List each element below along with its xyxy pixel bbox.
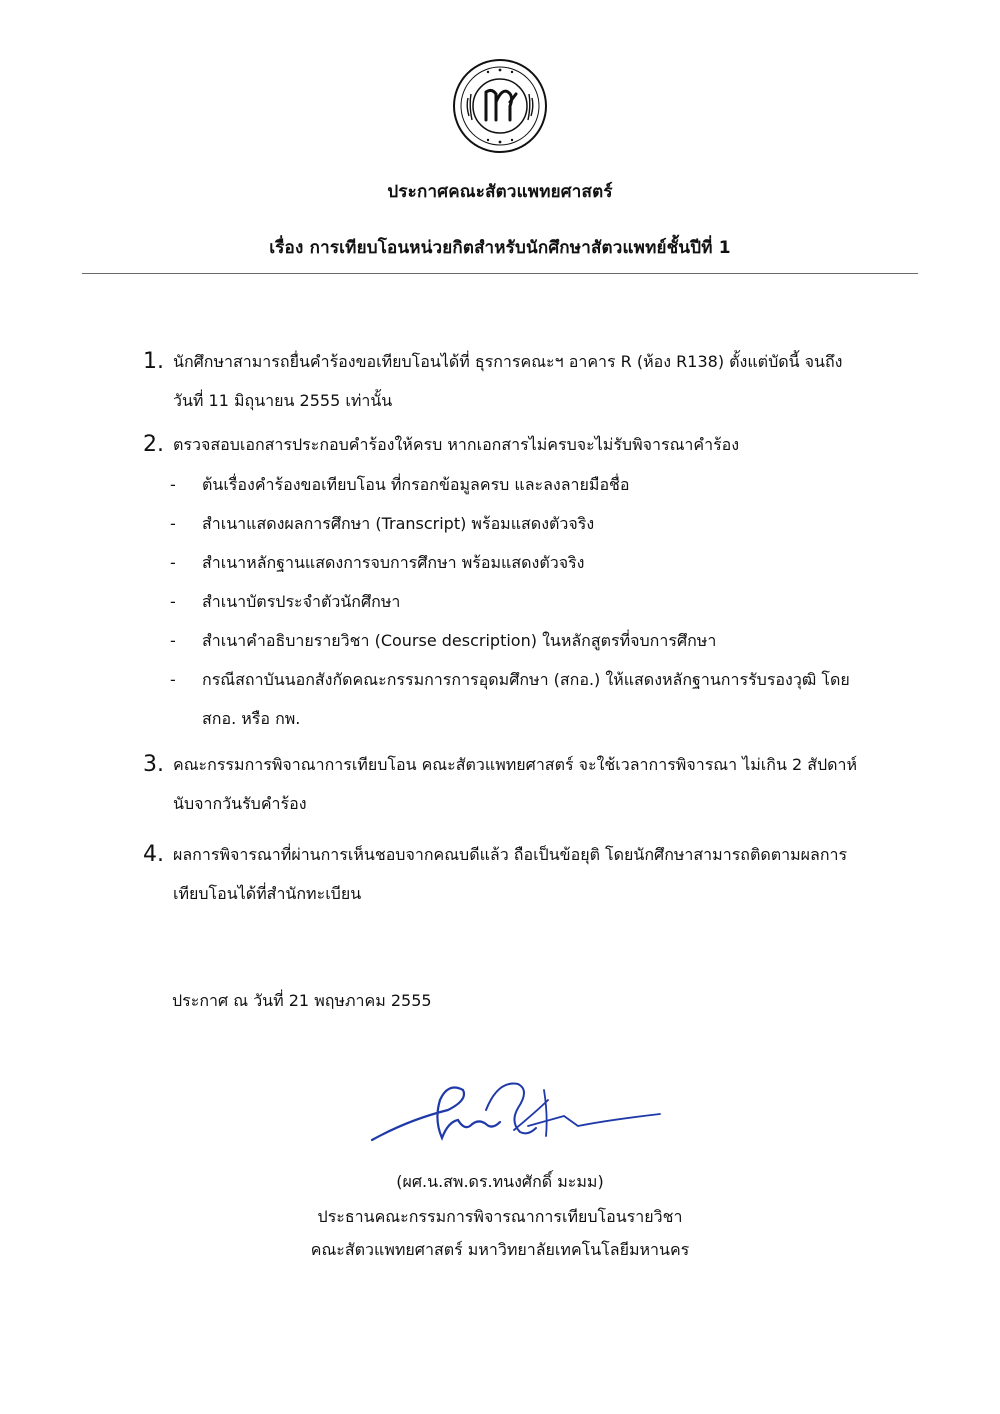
item-text: คณะกรรมการพิจาณาการเทียบโอน คณะสัตวแพทยศาสตร์ จะใช้เวลาการพิจารณา ไม่เกิน 2 สัปดาห์ นับจากวันรับคำร้อง <box>173 755 858 813</box>
item-number: 4. <box>143 842 164 867</box>
bullet-dash: - <box>170 631 176 650</box>
header-divider <box>82 273 918 274</box>
announcement-subject: เรื่อง การเทียบโอนหน่วยกิตสำหรับนักศึกษาสัตวแพทย์ชั้นปีที่ 1 <box>269 238 731 258</box>
signatory-position: ประธานคณะกรรมการพิจารณาการเทียบโอนรายวิชา <box>317 1207 683 1226</box>
item-number: 1. <box>143 349 164 374</box>
announcement-title: ประกาศคณะสัตวแพทยศาสตร์ <box>387 182 613 202</box>
university-seal-logo <box>452 58 548 154</box>
item-number: 3. <box>143 752 164 777</box>
bullet-dash: - <box>170 592 176 611</box>
item-text: ตรวจสอบเอกสารประกอบคำร้องให้ครบ หากเอกสารไม่ครบจะไม่รับพิจารณาคำร้อง <box>173 435 740 454</box>
handwritten-signature <box>368 1070 668 1160</box>
bullet-dash: - <box>170 514 176 533</box>
announcement-page: ประกาศคณะสัตวแพทยศาสตร์ เรื่อง การเทียบโอนหน่วยกิตสำหรับนักศึกษาสัตวแพทย์ชั้นปีที่ 1 1. นักศึกษาสามารถยื่นคำร้องขอเทียบโอนได้ที่ ธุรการคณะฯ อาคาร R (ห้อง R138) ตั้งแต่บัดนี้ จนถึง วันที่ 11 มิถุนายน 2555 เท่านั้น 2. ตรวจสอบเอกสารประกอบคำร้องให้ครบ หากเอกสารไม่ครบจะไม่รับพิจารณาคำร้อง - ต้นเรื่องคำร้องขอเทียบโอน ที่กรอกข้อมูลครบ และลงลายมือชื่อ - สำเนาแสดงผลการศึกษา (Transcript) พร้อมแสดงตัวจริง - สำเนาหลักฐานแสดงการจบการศึกษา พร้อมแสดงตัวจริง - สำเนาบัตรประจำตัวนักศึกษา - สำเนาคำอธิบายรายวิชา (Course description) ในหลักสูตรที่จบการศึกษา - กรณีสถาบันนอกสังกัดคณะกรรมการการอุดมศึกษา (สกอ.) ให้แสดงหลักฐานการรับรองวุฒิ โดย สกอ. หรือ กพ. 3. คณะกรรมการพิจาณาการเทียบโอน คณะสัตวแพทยศาสตร์ จะใช้เวลาการพิจารณา ไม่เกิน 2 สัปดาห์ นับจากวันรับคำร้อง 4. ผลการพิจารณาที่ผ่านการเห็นชอบจากคณบดีแล้ว ถือเป็นข้อยุติ โดยนักศึกษาสามารถติดตามผลการ เทียบโอนได้ที่สำนักทะเบียน ประกาศ ณ วันที่ 21 พฤษภาคม 2555 (ผศ.น.สพ.ดร.ทนงศักดิ์ มะมม) ประธานคณะกรรมการพิจารณาการเทียบโอนรายวิชา คณะสัตวแพทยศาสตร์ มหาวิทยาลัยเทคโนโลยีมหานคร <box>0 0 1000 1414</box>
item-text: ผลการพิจารณาที่ผ่านการเห็นชอบจากคณบดีแล้ว ถือเป็นข้อยุติ โดยนักศึกษาสามารถติดตามผลการ เทียบโอนได้ที่สำนักทะเบียน <box>173 845 848 903</box>
bullet-dash: - <box>170 670 176 689</box>
announcement-date: ประกาศ ณ วันที่ 21 พฤษภาคม 2555 <box>172 991 432 1010</box>
signatory-name: (ผศ.น.สพ.ดร.ทนงศักดิ์ มะมม) <box>396 1172 604 1191</box>
bullet-dash: - <box>170 553 176 572</box>
item-number: 2. <box>143 432 164 457</box>
bullet-dash: - <box>170 475 176 494</box>
item-text: นักศึกษาสามารถยื่นคำร้องขอเทียบโอนได้ที่ ธุรการคณะฯ อาคาร R (ห้อง R138) ตั้งแต่บัดนี้ จนถึง วันที่ 11 มิถุนายน 2555 เท่านั้น <box>173 352 843 410</box>
signatory-organization: คณะสัตวแพทยศาสตร์ มหาวิทยาลัยเทคโนโลยีมหานคร <box>310 1240 690 1259</box>
